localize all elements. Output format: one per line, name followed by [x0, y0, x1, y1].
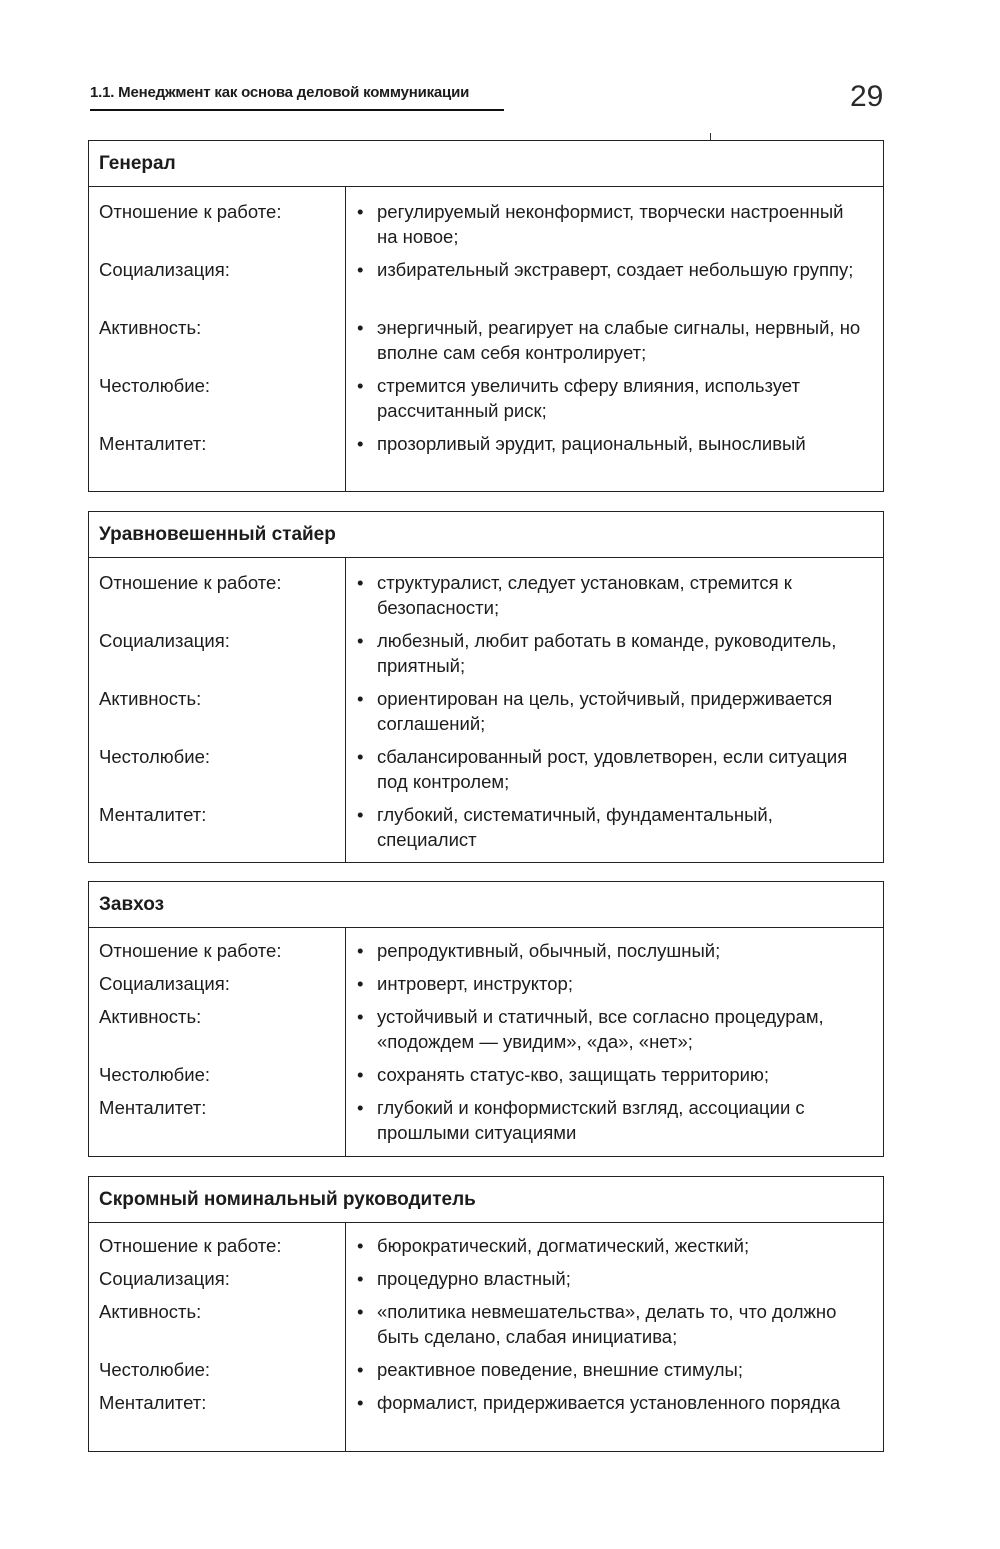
bullet-icon: • — [357, 1097, 364, 1118]
table-row — [89, 199, 883, 257]
bullet-icon: • — [357, 1392, 364, 1413]
row-label: Социализация: — [99, 1268, 230, 1289]
table-row — [89, 938, 883, 971]
profile-table-quartermaster — [88, 881, 884, 1157]
row-value — [345, 373, 883, 431]
table-row — [89, 570, 883, 628]
row-label: Активность: — [99, 688, 202, 709]
row-value — [345, 686, 883, 744]
row-value — [345, 1299, 883, 1357]
row-label: Социализация: — [99, 630, 230, 651]
table-row — [89, 1299, 883, 1357]
bullet-icon: • — [357, 375, 364, 396]
row-value — [345, 431, 883, 489]
table-title: Завхоз — [89, 882, 883, 928]
row-value — [345, 1357, 883, 1390]
row-label: Честолюбие: — [99, 1064, 211, 1085]
row-value — [345, 1062, 883, 1095]
row-text: репродуктивный, обычный, послушный; — [377, 940, 721, 961]
row-text: структуралист, следует установкам, стремится к безопасности; — [377, 572, 792, 618]
row-value — [345, 1095, 883, 1153]
row-text: стремится увеличить сферу влияния, использует рассчитанный риск; — [377, 375, 800, 421]
row-label: Активность: — [99, 1006, 202, 1027]
table-body — [89, 558, 883, 863]
row-text: сбалансированный рост, удовлетворен, если ситуация под контролем; — [377, 746, 848, 792]
row-text: глубокий, систематичный, фундаментальный, специалист — [377, 804, 773, 850]
bullet-icon: • — [357, 1268, 364, 1289]
table-row — [89, 1095, 883, 1153]
row-label: Активность: — [99, 317, 202, 338]
row-text: реактивное поведение, внешние стимулы; — [377, 1359, 743, 1380]
row-text: глубокий и конформистский взгляд, ассоциации с прошлыми ситуациями — [377, 1097, 805, 1143]
row-label: Социализация: — [99, 259, 230, 280]
table-row — [89, 315, 883, 373]
row-label: Отношение к работе: — [99, 201, 282, 222]
bullet-icon: • — [357, 433, 364, 454]
row-text: бюрократический, догматический, жесткий; — [377, 1235, 750, 1256]
row-value — [345, 1233, 883, 1266]
row-text: энергичный, реагирует на слабые сигналы, нервный, но вполне сам себя контролирует; — [377, 317, 861, 363]
row-value — [345, 1390, 883, 1448]
profile-table-balanced-stayer — [88, 511, 884, 863]
row-value — [345, 971, 883, 1004]
row-value — [345, 938, 883, 971]
row-text: любезный, любит работать в команде, руководитель, приятный; — [377, 630, 837, 676]
row-text: процедурно властный; — [377, 1268, 571, 1289]
row-value — [345, 744, 883, 802]
bullet-icon: • — [357, 259, 364, 280]
row-label: Честолюбие: — [99, 746, 211, 767]
table-row — [89, 257, 883, 315]
bullet-icon: • — [357, 1064, 364, 1085]
row-value — [345, 315, 883, 373]
table-row — [89, 628, 883, 686]
row-text: прозорливый эрудит, рациональный, выносливый — [377, 433, 806, 454]
table-row — [89, 1062, 883, 1095]
bullet-icon: • — [357, 572, 364, 593]
bullet-icon: • — [357, 201, 364, 222]
table-row — [89, 686, 883, 744]
row-text: избирательный экстраверт, создает небольшую группу; — [377, 259, 854, 280]
table-body — [89, 1223, 883, 1452]
table-body — [89, 928, 883, 1157]
row-value — [345, 1266, 883, 1299]
row-text: формалист, придерживается установленного порядка — [377, 1392, 841, 1413]
table-title: Скромный номинальный руководитель — [89, 1177, 883, 1223]
profile-table-general — [88, 140, 884, 492]
row-label: Отношение к работе: — [99, 572, 282, 593]
bullet-icon: • — [357, 1006, 364, 1027]
row-value — [345, 628, 883, 686]
row-label: Менталитет: — [99, 1097, 207, 1118]
profile-table-modest-nominal-leader — [88, 1176, 884, 1452]
bullet-icon: • — [357, 940, 364, 961]
table-row — [89, 1357, 883, 1390]
row-value — [345, 199, 883, 257]
row-label: Честолюбие: — [99, 375, 211, 396]
row-text: регулируемый неконформист, творчески настроенный на новое; — [377, 201, 844, 247]
row-label: Отношение к работе: — [99, 940, 282, 961]
row-label: Честолюбие: — [99, 1359, 211, 1380]
row-value — [345, 257, 883, 315]
table-row — [89, 971, 883, 1004]
bullet-icon: • — [357, 1235, 364, 1256]
bullet-icon: • — [357, 317, 364, 338]
row-label: Отношение к работе: — [99, 1235, 282, 1256]
bullet-icon: • — [357, 804, 364, 825]
table-row — [89, 1266, 883, 1299]
row-label: Менталитет: — [99, 433, 207, 454]
running-head: 1.1. Менеджмент как основа деловой коммуникации — [90, 84, 504, 111]
bullet-icon: • — [357, 973, 364, 994]
table-row — [89, 431, 883, 489]
table-row — [89, 802, 883, 860]
row-label: Активность: — [99, 1301, 202, 1322]
table-row — [89, 373, 883, 431]
row-text: устойчивый и статичный, все согласно процедурам, «подождем — увидим», «да», «нет»; — [377, 1006, 824, 1052]
row-label: Социализация: — [99, 973, 230, 994]
row-label: Менталитет: — [99, 1392, 207, 1413]
bullet-icon: • — [357, 1301, 364, 1322]
row-text: интроверт, инструктор; — [377, 973, 573, 994]
bullet-icon: • — [357, 746, 364, 767]
table-row — [89, 744, 883, 802]
bullet-icon: • — [357, 630, 364, 651]
table-title: Уравновешенный стайер — [89, 512, 883, 558]
table-row — [89, 1390, 883, 1448]
row-text: сохранять статус-кво, защищать территорию; — [377, 1064, 770, 1085]
table-body — [89, 187, 883, 492]
table-row — [89, 1004, 883, 1062]
row-value — [345, 1004, 883, 1062]
row-value — [345, 802, 883, 860]
table-title: Генерал — [89, 141, 883, 187]
row-value — [345, 570, 883, 628]
page-number: 29 — [850, 80, 884, 113]
row-label: Менталитет: — [99, 804, 207, 825]
bullet-icon: • — [357, 688, 364, 709]
table-row — [89, 1233, 883, 1266]
bullet-icon: • — [357, 1359, 364, 1380]
row-text: «политика невмешательства», делать то, что должно быть сделано, слабая инициатива; — [377, 1301, 837, 1347]
row-text: ориентирован на цель, устойчивый, придерживается соглашений; — [377, 688, 833, 734]
